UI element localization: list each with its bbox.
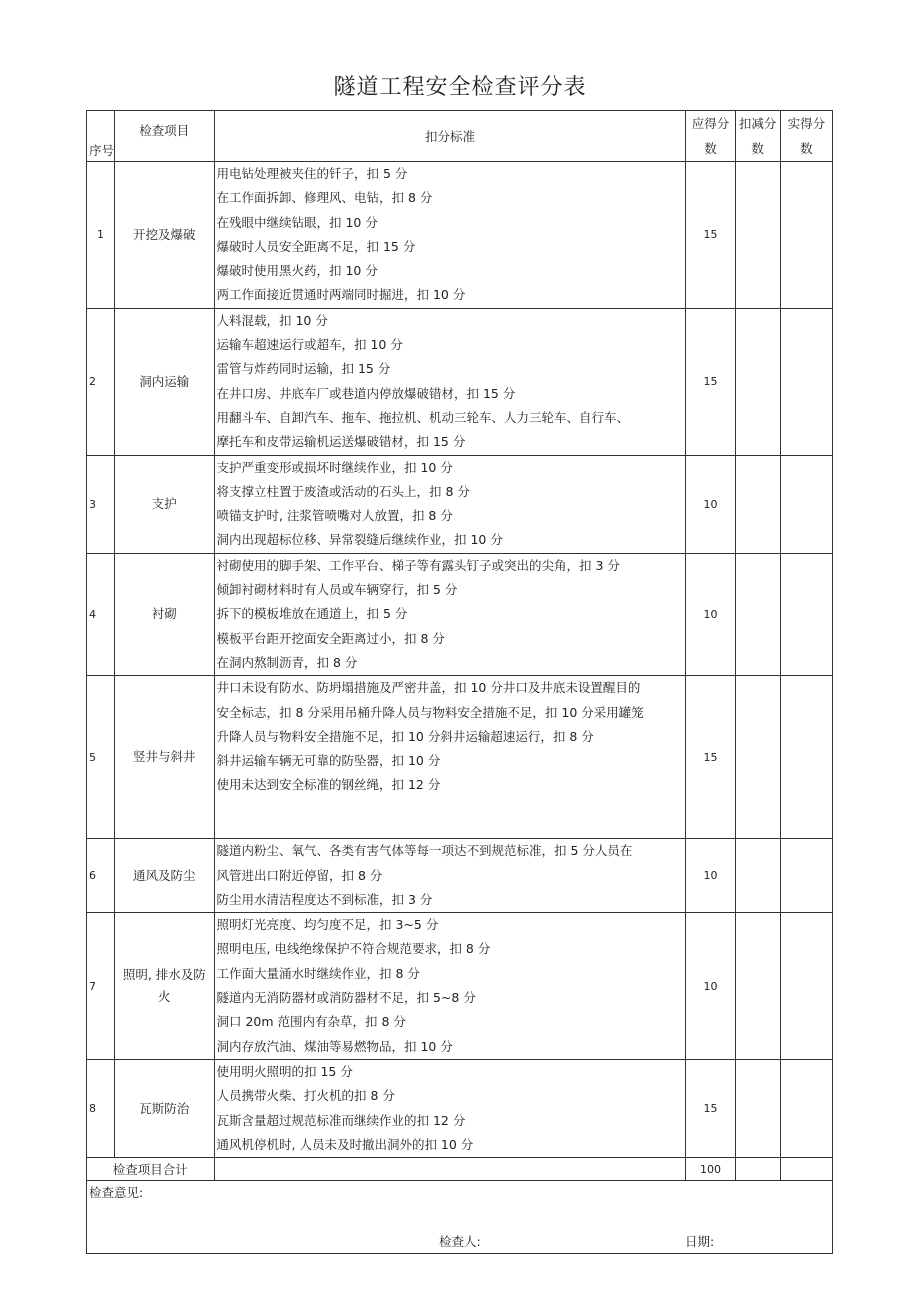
criteria-line: 爆破时人员安全距离不足，扣 15 分 (216, 238, 416, 254)
row-item: 竖井与斜井 (115, 676, 214, 839)
header-criteria: 扣分标准 (214, 111, 686, 162)
row-item: 瓦斯防治 (115, 1059, 214, 1157)
inspector-label: 检查人: (439, 1234, 481, 1250)
criteria-line: 洞内出现超标位移、异常裂缝后继续作业，扣 10 分 (216, 532, 503, 548)
row-deducted-input[interactable] (735, 676, 780, 839)
criteria-line: 安全标志，扣 8 分采用吊桶升降人员与物料安全措施不足，扣 10 分采用罐笼 (216, 704, 644, 720)
header-full-score-line2: 数 (704, 141, 717, 156)
row-seq: 5 (87, 676, 115, 839)
criteria-line: 在井口房、井底车厂或巷道内停放爆破错材，扣 15 分 (216, 385, 516, 401)
criteria-line: 洞口 20m 范围内有杂草，扣 8 分 (216, 1014, 406, 1030)
row-criteria (214, 913, 686, 1060)
row-seq: 8 (87, 1059, 115, 1157)
row-item: 洞内运输 (115, 308, 214, 455)
criteria-line: 拆下的模板堆放在通道上，扣 5 分 (216, 606, 408, 622)
criteria-line: 照明灯光亮度、均匀度不足，扣 3~5 分 (216, 917, 439, 933)
row-item: 通风及防尘 (115, 839, 214, 913)
criteria-line: 通风机停机时, 人员未及时撤出洞外的扣 10 分 (216, 1136, 474, 1152)
row-full-score: 15 (686, 162, 735, 309)
row-criteria (214, 455, 686, 553)
row-item: 衬砌 (115, 553, 214, 675)
row-criteria (214, 676, 686, 839)
date-label: 日期: (685, 1234, 715, 1250)
criteria-line: 支护严重变形或损坏时继续作业，扣 10 分 (216, 459, 453, 475)
row-criteria (214, 839, 686, 913)
row-full-score: 10 (686, 553, 735, 675)
criteria-line: 斜井运输车辆无可靠的防坠器，扣 10 分 (216, 753, 441, 769)
criteria-line: 防尘用水清洁程度达不到标准，扣 3 分 (216, 891, 433, 907)
table-row (87, 455, 833, 553)
header-actual-line2: 数 (800, 141, 813, 156)
row-full-score: 15 (686, 676, 735, 839)
criteria-line: 工作面大量涌水时继续作业，扣 8 分 (216, 965, 420, 981)
criteria-line: 衬砌使用的脚手架、工作平台、梯子等有露头钉子或突出的尖角，扣 3 分 (216, 557, 620, 573)
row-item: 支护 (115, 455, 214, 553)
header-deducted-line1: 扣减分 (738, 116, 777, 131)
total-label: 检查项目合计 (87, 1158, 215, 1181)
criteria-line: 在洞内熬制沥青，扣 8 分 (216, 654, 358, 670)
criteria-line: 隧道内无消防器材或消防器材不足，扣 5~8 分 (216, 990, 476, 1006)
header-actual (780, 111, 832, 162)
criteria-line: 喷锚支护时, 注浆管喷嘴对人放置，扣 8 分 (216, 508, 453, 524)
header-deducted-line2: 数 (751, 141, 764, 156)
row-full-score: 15 (686, 1059, 735, 1157)
criteria-line: 人员携带火柴、打火机的扣 8 分 (216, 1088, 395, 1104)
header-actual-line1: 实得分 (787, 116, 826, 131)
criteria-line: 倾卸衬砌材料时有人员或车辆穿行，扣 5 分 (216, 582, 458, 598)
criteria-line: 隧道内粉尘、氧气、各类有害气体等每一项达不到规范标准，扣 5 分人员在 (216, 843, 633, 859)
row-seq: 3 (87, 455, 115, 553)
table-row (87, 308, 833, 455)
row-seq: 7 (87, 913, 115, 1060)
row-actual-input[interactable] (780, 676, 832, 839)
table-row (87, 913, 833, 1060)
header-row (87, 111, 833, 162)
remarks-label: 检查意见: (89, 1185, 144, 1201)
row-deducted-input[interactable] (735, 162, 780, 309)
inspection-score-table (86, 110, 833, 1254)
row-deducted-input[interactable] (735, 308, 780, 455)
row-item: 开挖及爆破 (115, 162, 214, 309)
row-deducted-input[interactable] (735, 913, 780, 1060)
criteria-line: 井口未设有防水、防坍塌措施及严密井盖，扣 10 分井口及井底未设置醒目的 (216, 680, 641, 696)
criteria-line: 风管进出口附近停留，扣 8 分 (216, 867, 383, 883)
row-actual-input[interactable] (780, 1059, 832, 1157)
criteria-line: 照明电压, 电线绝缘保护不符合规范要求，扣 8 分 (216, 941, 491, 957)
row-criteria (214, 308, 686, 455)
criteria-line: 雷管与炸药同时运输，扣 15 分 (216, 361, 391, 377)
row-seq: 2 (87, 308, 115, 455)
criteria-line: 在工作面拆卸、修理风、电钻，扣 8 分 (216, 190, 433, 206)
criteria-line: 两工作面接近贯通时两端同时掘进，扣 10 分 (216, 287, 466, 303)
row-seq: 4 (87, 553, 115, 675)
row-criteria (214, 553, 686, 675)
row-full-score: 10 (686, 913, 735, 1060)
criteria-line: 爆破时使用黑火药，扣 10 分 (216, 263, 378, 279)
row-deducted-input[interactable] (735, 839, 780, 913)
row-deducted-input[interactable] (735, 455, 780, 553)
form-title: 隧道工程安全检查评分表 (333, 75, 587, 100)
row-criteria (214, 162, 686, 309)
table-row (87, 839, 833, 913)
total-actual-input[interactable] (780, 1158, 832, 1181)
criteria-line: 瓦斯含量超过规范标准而继续作业的扣 12 分 (216, 1112, 466, 1128)
criteria-line: 模板平台距开挖面安全距离过小，扣 8 分 (216, 630, 445, 646)
table-row (87, 1059, 833, 1157)
row-actual-input[interactable] (780, 455, 832, 553)
row-seq: 6 (87, 839, 115, 913)
criteria-line: 用翻斗车、自卸汽车、拖车、拖拉机、机动三轮车、人力三轮车、自行车、 (216, 409, 630, 425)
total-row (87, 1158, 833, 1181)
criteria-line: 摩托车和皮带运输机运送爆破错材，扣 15 分 (216, 434, 466, 450)
header-item: 检查项目 (115, 111, 214, 162)
criteria-line: 使用明火照明的扣 15 分 (216, 1063, 353, 1079)
row-seq: 1 (87, 162, 115, 309)
table-row (87, 676, 833, 839)
total-deducted-input[interactable] (735, 1158, 780, 1181)
table-row (87, 553, 833, 675)
criteria-line: 将支撑立柱置于废渣或活动的石头上，扣 8 分 (216, 483, 470, 499)
header-deducted (735, 111, 780, 162)
row-deducted-input[interactable] (735, 1059, 780, 1157)
row-full-score: 10 (686, 455, 735, 553)
row-actual-input[interactable] (780, 553, 832, 675)
total-score: 100 (686, 1158, 735, 1181)
row-full-score: 15 (686, 308, 735, 455)
header-full-score-line1: 应得分 (691, 116, 730, 131)
criteria-line: 运输车超速运行或超车，扣 10 分 (216, 337, 403, 353)
row-deducted-input[interactable] (735, 553, 780, 675)
criteria-line: 升降人员与物料安全措施不足，扣 10 分斜井运输超速运行，扣 8 分 (216, 728, 594, 744)
criteria-line: 人料混载，扣 10 分 (216, 312, 328, 328)
row-actual-input[interactable] (780, 308, 832, 455)
criteria-line: 用电钻处理被夹住的钎子，扣 5 分 (216, 166, 408, 181)
header-seq: 序号 (87, 111, 115, 162)
table-row (87, 162, 833, 309)
row-full-score: 10 (686, 839, 735, 913)
row-actual-input[interactable] (780, 913, 832, 1060)
total-criteria-empty (214, 1158, 686, 1181)
criteria-line: 使用未达到安全标准的钢丝绳，扣 12 分 (216, 777, 441, 793)
row-item: 照明, 排水及防火 (115, 913, 214, 1060)
row-criteria (214, 1059, 686, 1157)
remarks-area[interactable] (87, 1181, 833, 1254)
header-full-score (686, 111, 735, 162)
remarks-row (87, 1181, 833, 1254)
row-actual-input[interactable] (780, 839, 832, 913)
criteria-line: 洞内存放汽油、煤油等易燃物品，扣 10 分 (216, 1038, 453, 1054)
row-actual-input[interactable] (780, 162, 832, 309)
criteria-line: 在残眼中继续钻眼，扣 10 分 (216, 214, 378, 230)
